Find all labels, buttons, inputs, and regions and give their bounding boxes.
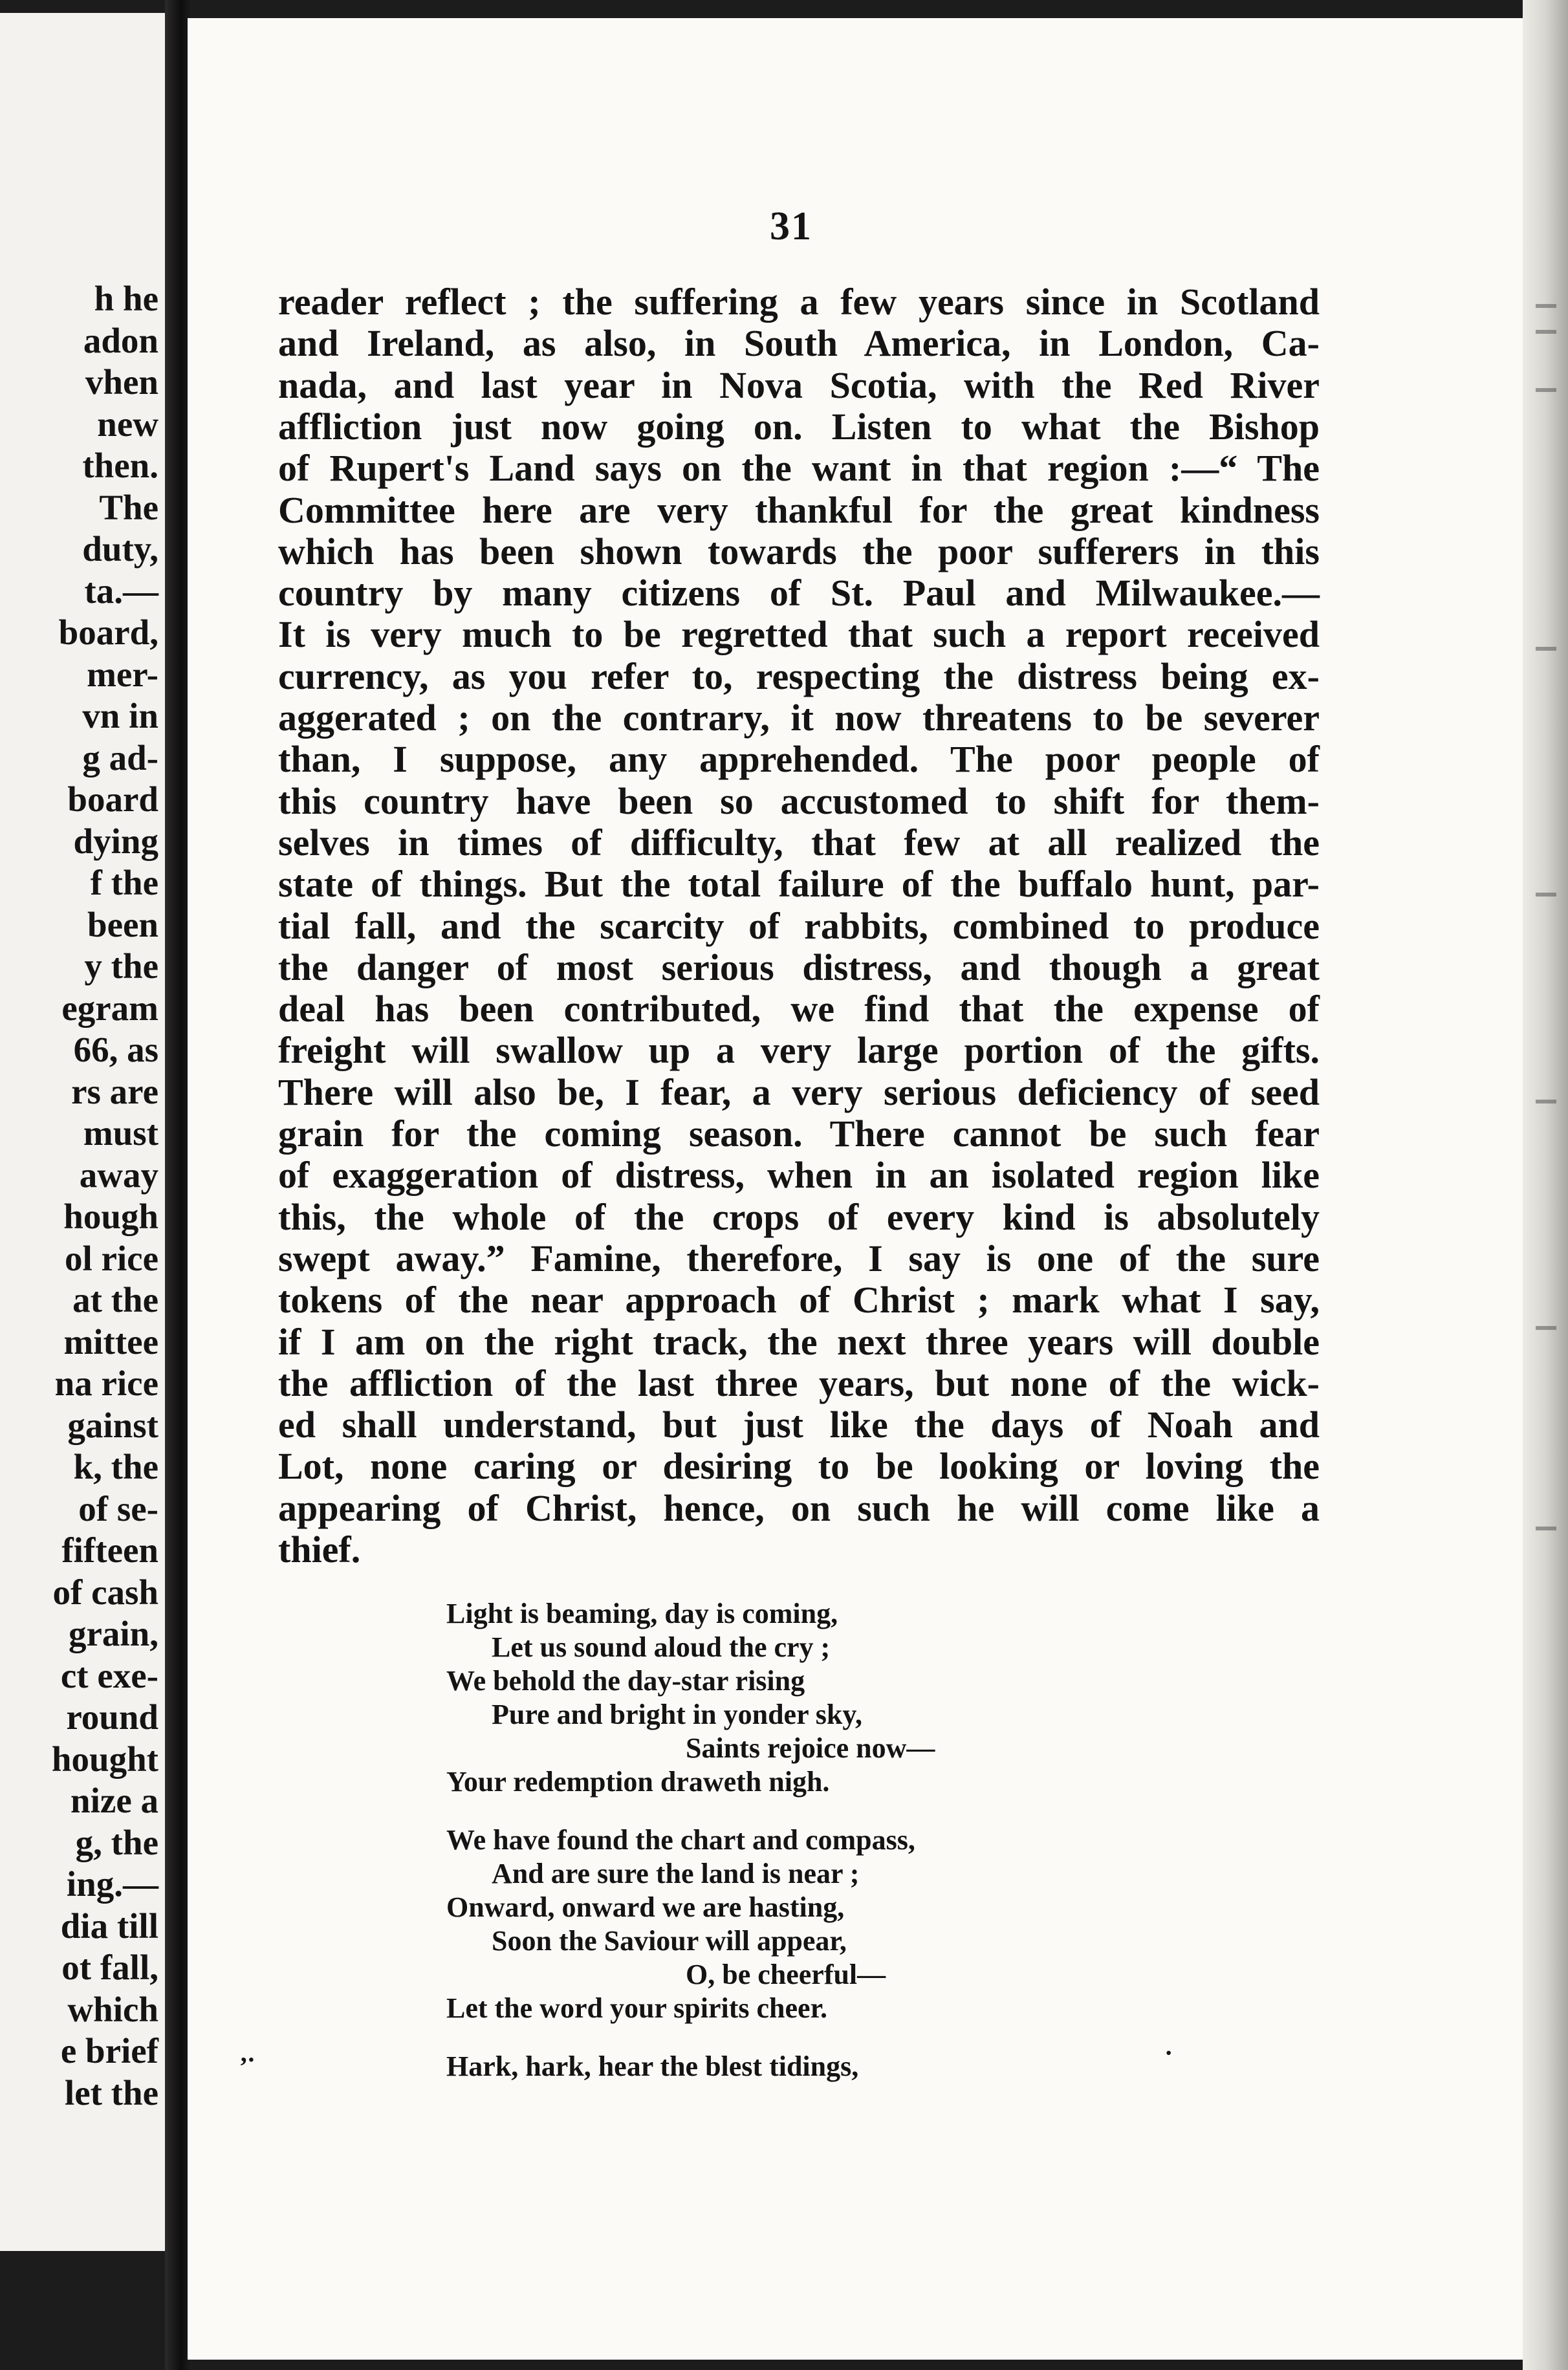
- left-page-line: mer-: [87, 654, 158, 694]
- body-line: It is very much to be regretted that such a report received: [278, 613, 1320, 656]
- left-page-line: vhen: [85, 362, 158, 402]
- left-page-line: round: [66, 1697, 158, 1737]
- left-page-line: adon: [83, 320, 158, 360]
- left-page-line: hough: [63, 1197, 158, 1236]
- verse-line: Soon the Saviour will appear,: [492, 1925, 847, 1957]
- left-page-line: The: [99, 487, 158, 527]
- left-page-line: ol rice: [64, 1238, 158, 1278]
- left-page-line: which: [67, 1989, 158, 2029]
- left-page-line: duty,: [82, 529, 158, 569]
- left-page-line: new: [97, 404, 158, 444]
- verse-line: Let the word your spirits cheer.: [446, 1992, 828, 2024]
- left-page-line: let the: [64, 2072, 158, 2113]
- left-page-line: hought: [51, 1739, 158, 1779]
- verse-line: Onward, onward we are hasting,: [446, 1891, 845, 1923]
- body-line: this country have been so accustomed to shift for them-: [278, 779, 1320, 822]
- left-page-line: k, the: [73, 1447, 158, 1486]
- body-line: freight will swallow up a very large portion of the gifts.: [278, 1029, 1320, 1072]
- stray-mark: ‚.: [239, 2038, 255, 2067]
- left-page-line: dying: [73, 821, 158, 861]
- left-page-line: y the: [84, 946, 158, 986]
- left-page-line: of se-: [78, 1488, 158, 1528]
- body-line: Lot, none caring or desiring to be looking or loving the: [278, 1445, 1320, 1488]
- left-page-line: at the: [72, 1280, 158, 1320]
- left-page-line: board,: [58, 613, 158, 652]
- left-page-line: ta.—: [84, 571, 158, 611]
- body-line: aggerated ; on the contrary, it now threatens to be severer: [278, 697, 1320, 739]
- left-page-line: h he: [94, 279, 158, 318]
- left-page-line: rs are: [71, 1071, 158, 1111]
- left-page-line: grain,: [68, 1614, 158, 1653]
- verse-line: Light is beaming, day is coming,: [446, 1598, 838, 1629]
- body-line: the danger of most serious distress, and though a great: [278, 946, 1320, 988]
- body-line: the affliction of the last three years, but none of the wick-: [278, 1362, 1320, 1404]
- body-line: There will also be, I fear, a very serious deficiency of seed: [278, 1071, 1320, 1113]
- verse-line: Your redemption draweth nigh.: [446, 1766, 830, 1798]
- body-line: appearing of Christ, hence, on such he will come like a: [278, 1486, 1320, 1529]
- body-line: of exaggeration of distress, when in an isolated region like: [278, 1154, 1320, 1197]
- body-line: grain for the coming season. There cannot be such fear: [278, 1113, 1320, 1155]
- body-line: thief.: [278, 1528, 361, 1571]
- left-page-line: ot fall,: [61, 1948, 158, 1987]
- left-page-line: dia till: [60, 1906, 158, 1946]
- body-line: tial fall, and the scarcity of rabbits, combined to produce: [278, 904, 1320, 947]
- left-page-line: must: [83, 1113, 158, 1153]
- left-page-line: been: [87, 904, 158, 944]
- body-line: state of things. But the total failure of the buffalo hunt, par-: [278, 863, 1320, 906]
- body-line: if I am on the right track, the next three years will double: [278, 1320, 1320, 1363]
- verse-line: Saints rejoice now—: [686, 1732, 935, 1764]
- left-page-line: f the: [90, 863, 158, 902]
- stray-mark: ·: [1164, 2038, 1173, 2067]
- body-line: currency, as you refer to, respecting the distress being ex-: [278, 655, 1320, 697]
- verse-line: Let us sound aloud the cry ;: [492, 1631, 831, 1663]
- left-page-line: board: [67, 779, 158, 819]
- body-line: of Rupert's Land says on the want in that region :—“ The: [278, 447, 1320, 490]
- left-page-line: of cash: [52, 1572, 158, 1612]
- left-page-line: then.: [82, 446, 158, 485]
- body-line: than, I suppose, any apprehended. The poor people of: [278, 738, 1320, 781]
- left-page-line: ing.—: [66, 1864, 158, 1904]
- body-line: and Ireland, as also, in South America, in London, Ca-: [278, 322, 1320, 365]
- body-line: country by many citizens of St. Paul and Milwaukee.—: [278, 572, 1320, 614]
- body-line: nada, and last year in Nova Scotia, with the Red River: [278, 364, 1320, 406]
- body-line: swept away.” Famine, therefore, I say is one of the sure: [278, 1237, 1320, 1279]
- page-number: 31: [770, 204, 812, 248]
- verse-line: O, be cheerful—: [686, 1959, 886, 1990]
- page-edge: [1523, 0, 1568, 2370]
- left-page-line: away: [79, 1155, 158, 1195]
- left-page-line: nize a: [71, 1781, 158, 1820]
- left-page-line: g ad-: [82, 737, 158, 777]
- left-page-line: mittee: [63, 1321, 158, 1362]
- body-line: deal has been contributed, we find that the expense of: [278, 988, 1320, 1030]
- body-line: which has been shown towards the poor sufferers in this: [278, 530, 1320, 572]
- left-page-line: fifteen: [61, 1530, 158, 1570]
- verse-line: Pure and bright in yonder sky,: [492, 1699, 862, 1730]
- left-page-line: e brief: [60, 2031, 158, 2071]
- verse-line: We have found the chart and compass,: [446, 1824, 915, 1856]
- left-page-line: egram: [61, 988, 158, 1028]
- body-line: this, the whole of the crops of every kind is absolutely: [278, 1195, 1320, 1238]
- left-page-line: gainst: [67, 1405, 158, 1445]
- left-page-line: g, the: [75, 1822, 158, 1862]
- left-page-line: na rice: [54, 1364, 158, 1403]
- body-line: tokens of the near approach of Christ ; mark what I say,: [278, 1279, 1320, 1321]
- left-page-line: 66, as: [73, 1030, 158, 1069]
- left-page-fragment: [0, 13, 165, 2251]
- left-page-line: vn in: [82, 696, 158, 735]
- body-line: affliction just now going on. Listen to what the Bishop: [278, 405, 1320, 448]
- verse-line: Hark, hark, hear the blest tidings,: [446, 2050, 859, 2082]
- left-page-line: ct exe-: [60, 1655, 158, 1695]
- body-line: selves in times of difficulty, that few at all realized the: [278, 821, 1320, 864]
- verse-line: We behold the day-star rising: [446, 1665, 805, 1697]
- body-line: reader reflect ; the suffering a few years since in Scotland: [278, 281, 1320, 323]
- verse-line: And are sure the land is near ;: [492, 1858, 860, 1889]
- body-line: ed shall understand, but just like the days of Noah and: [278, 1404, 1320, 1446]
- body-line: Committee here are very thankful for the great kindness: [278, 488, 1320, 531]
